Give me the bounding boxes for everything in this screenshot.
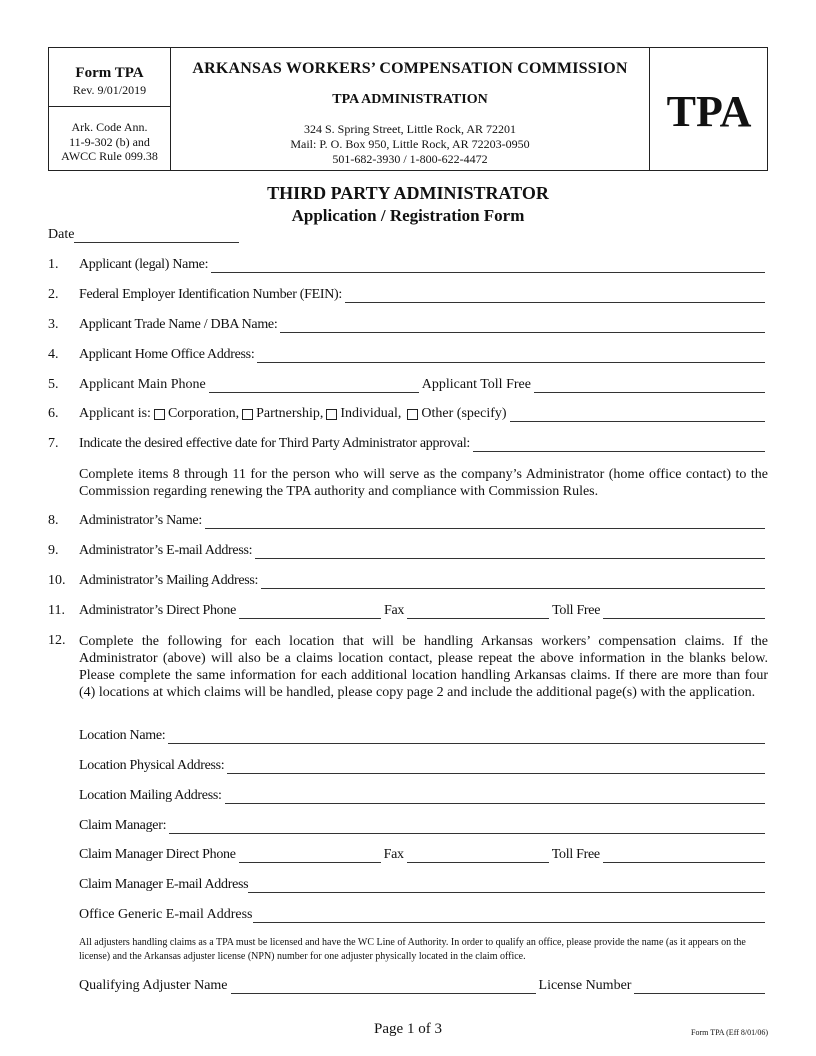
office-email-row [79,907,768,923]
applicant-name-field[interactable] [211,258,765,273]
header-box [48,47,768,171]
home-office-field[interactable] [257,348,765,363]
admin-toll-label: Toll Free [552,603,601,618]
location-mailing-label: Location Mailing Address: [79,788,222,803]
home-office-label: Applicant Home Office Address: [79,347,255,362]
corporation-label: Corporation, [167,406,240,421]
office-email-field[interactable] [253,908,765,923]
corporation-checkbox[interactable] [154,409,165,420]
partnership-checkbox[interactable] [242,409,253,420]
code-reference [49,120,170,164]
office-email-label: Office Generic E-mail Address [79,907,253,922]
manager-phone-label: Claim Manager Direct Phone [79,847,236,862]
phone-numbers: 501-682-3930 / 1-800-622-4472 [332,152,488,166]
code-line-3: AWCC Rule 099.38 [61,149,158,163]
locations-instructions: Complete the following for each location that will be handling Arkansas workers’ compensation claims. If the Administrator (above) will also be a claims location contact, please repeat the above information in the blanks below. Please complete the same information for each additional location handling Arkansas claims. If there are more than four (4) locations at which claims will be handled, please copy page 2 and include the additional page(s) with the application. [79,634,768,700]
admin-email-field[interactable] [255,544,765,559]
fein-label: Federal Employer Identification Number (FEIN): [79,287,343,302]
toll-free-field[interactable] [534,378,765,393]
item-number: 4. [48,347,59,362]
main-phone-label: Applicant Main Phone [79,377,206,392]
admin-email-label: Administrator’s E-mail Address: [79,543,253,558]
adjuster-row [79,978,768,994]
adjuster-name-label: Qualifying Adjuster Name [79,978,228,993]
effective-date-label: Indicate the desired effective date for Third Party Administrator approval: [79,436,471,451]
date-label: Date [48,227,75,242]
location-name-row [79,728,768,744]
manager-email-field[interactable] [248,878,765,893]
admin-mailing-label: Administrator’s Mailing Address: [79,573,259,588]
organization-name: ARKANSAS WORKERS’ COMPENSATION COMMISSION [192,60,628,77]
entity-type-label: Applicant is: [79,406,151,421]
partnership-label: Partnership, [256,406,324,421]
date-field[interactable] [74,228,239,243]
page-number: Page 1 of 3 [374,1021,442,1037]
adjuster-note: All adjusters handling claims as a TPA must be licensed and have the WC Line of Authority. In order to qualify an office, please provide the name (as it appears on the license) and the Arkansas adjuster license (NPN) number for one adjuster physically located in the claim office. [79,937,746,962]
trade-name-row [79,317,768,333]
item-number: 1. [48,257,59,272]
admin-phone-field[interactable] [239,604,381,619]
form-subtitle: Application / Registration Form [291,206,525,225]
manager-toll-field[interactable] [603,848,765,863]
manager-email-label: Claim Manager E-mail Address [79,877,249,892]
location-physical-label: Location Physical Address: [79,758,225,773]
admin-mailing-row [79,573,768,589]
effective-date-row [79,436,768,452]
item-number: 5. [48,377,59,392]
tpa-badge: TPA [666,87,752,136]
street-address: 324 S. Spring Street, Little Rock, AR 72201 [304,122,516,136]
admin-fax-label: Fax [383,603,405,618]
location-mailing-field[interactable] [225,789,765,804]
license-number-field[interactable] [634,979,765,994]
individual-checkbox[interactable] [326,409,337,420]
item-number: 10. [48,573,66,588]
manager-fax-field[interactable] [407,848,549,863]
applicant-name-label: Applicant (legal) Name: [79,257,209,272]
entity-type-row [79,406,768,422]
manager-fax-label: Fax [383,847,404,862]
main-phone-field[interactable] [209,378,419,393]
organization-address [171,122,649,167]
toll-free-label: Applicant Toll Free [421,377,531,392]
claim-manager-label: Claim Manager: [79,818,167,833]
item-number: 6. [48,406,59,421]
form-footer-code: Form TPA (Eff 8/01/06) [691,1028,768,1037]
location-name-label: Location Name: [79,728,166,743]
admin-phone-row [79,603,768,619]
location-physical-row [79,758,768,774]
manager-phone-row [79,847,768,863]
other-label: Other (specify) [421,406,507,421]
admin-toll-field[interactable] [603,604,765,619]
claim-manager-field[interactable] [169,819,765,834]
item-number: 9. [48,543,59,558]
admin-fax-field[interactable] [407,604,549,619]
manager-email-row [79,877,768,893]
applicant-name-row [79,257,768,273]
header-divider-small [49,106,170,107]
item-number: 7. [48,436,59,451]
item-number: 11. [48,603,65,618]
administrator-instructions: Complete items 8 through 11 for the person who will serve as the company’s Administrator (home office contact) to the Commission regarding renewing the TPA authority and compliance with Commission Rules. [79,467,768,499]
admin-phone-label: Administrator’s Direct Phone [79,603,236,618]
admin-email-row [79,543,768,559]
form-revision: Rev. 9/01/2019 [72,83,147,97]
trade-name-field[interactable] [280,318,765,333]
other-specify-field[interactable] [510,407,765,422]
location-mailing-row [79,788,768,804]
manager-phone-field[interactable] [239,848,381,863]
admin-name-field[interactable] [205,514,765,529]
date-row [48,227,248,243]
fein-field[interactable] [345,288,765,303]
item-number: 12. [48,633,66,648]
license-number-label: License Number [538,978,632,993]
home-office-row [79,347,768,363]
main-phone-row [79,377,768,393]
adjuster-name-field[interactable] [231,979,536,994]
item-number: 2. [48,287,59,302]
fein-row [79,287,768,303]
effective-date-field[interactable] [473,437,765,452]
admin-name-label: Administrator’s Name: [79,513,202,528]
manager-toll-label: Toll Free [551,847,600,862]
form-title: THIRD PARTY ADMINISTRATOR [267,183,549,203]
form-code: Form TPA [75,65,144,81]
code-line-1: Ark. Code Ann. [71,120,148,134]
trade-name-label: Applicant Trade Name / DBA Name: [79,317,278,332]
department-name: TPA ADMINISTRATION [332,92,488,107]
code-line-2: 11-9-302 (b) and [69,134,150,149]
admin-name-row [79,513,768,529]
item-number: 8. [48,513,59,528]
claim-manager-row [79,818,768,834]
location-physical-field[interactable] [227,759,765,774]
mail-address: Mail: P. O. Box 950, Little Rock, AR 72203-0950 [290,137,530,151]
individual-label: Individual, [340,406,402,421]
location-name-field[interactable] [168,729,765,744]
item-number: 3. [48,317,59,332]
other-checkbox[interactable] [407,409,418,420]
admin-mailing-field[interactable] [261,574,765,589]
